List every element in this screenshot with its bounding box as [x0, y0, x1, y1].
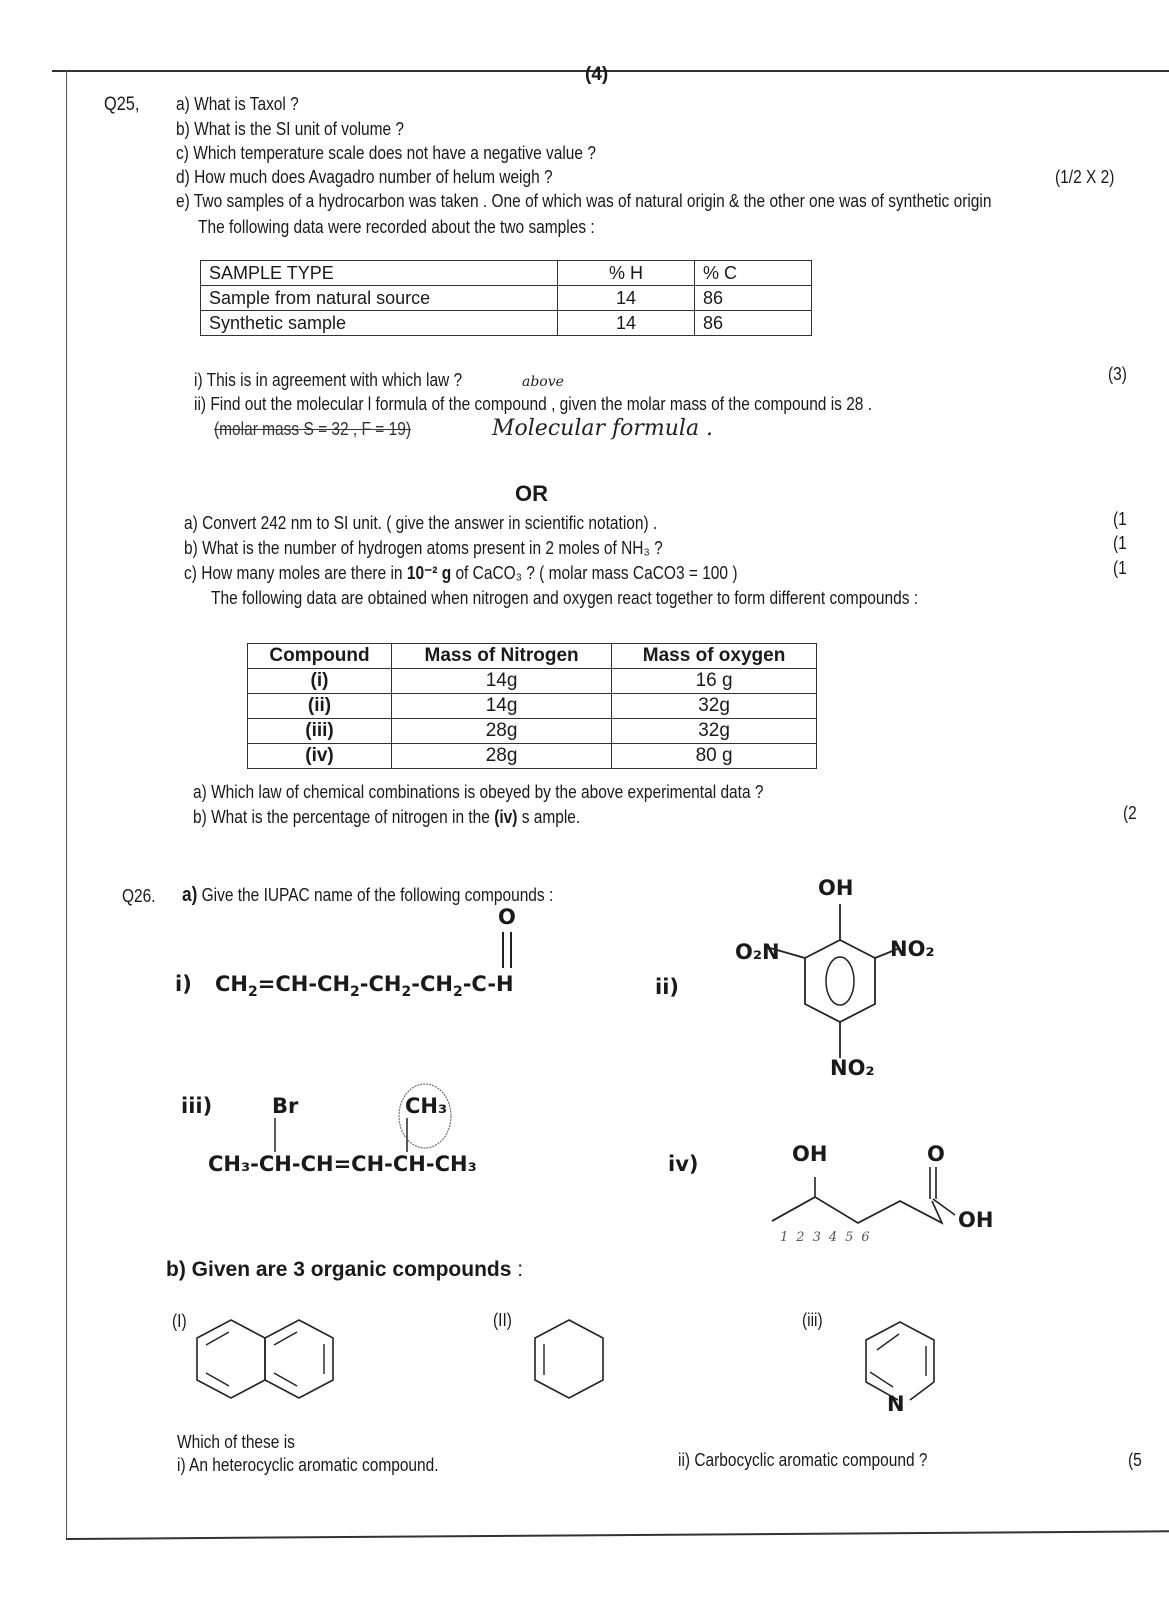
- table-row: [248, 669, 817, 694]
- q26-part-b: [166, 1258, 523, 1282]
- compound-iv-oh: OH: [792, 1142, 828, 1166]
- struck-molar-mass-note: (molar mass S = 32 , F = 19): [214, 419, 412, 439]
- item-marker: c): [176, 143, 189, 163]
- table-cell: Sample from natural source: [201, 286, 558, 311]
- table-cell: 86: [695, 311, 812, 336]
- q26-marks: (5: [1128, 1450, 1142, 1470]
- item-text: What is the number of hydrogen atoms present in 2 moles of NH₃ ?: [202, 538, 663, 558]
- table-cell: 86: [695, 286, 812, 311]
- table-cell: 14g: [392, 694, 612, 719]
- table-cell: (iv): [248, 744, 392, 769]
- q25-label: Q25,: [104, 94, 140, 115]
- carbon-number: 4: [828, 1230, 846, 1245]
- compound-ii-label: ii): [655, 975, 679, 999]
- part-marker: a): [182, 884, 198, 906]
- carbon-number: 6: [861, 1230, 878, 1245]
- formula-sub: 2: [350, 984, 360, 1001]
- or-divider: OR: [515, 481, 548, 506]
- item-text: Two samples of a hydrocarbon was taken . One of which was of natural origin & the other one was of synthetic origin: [193, 191, 992, 211]
- item-marker: e): [176, 191, 190, 211]
- item-marker: a): [184, 513, 198, 533]
- compound-iv-o: O: [927, 1142, 945, 1166]
- table-cell: (ii): [248, 694, 392, 719]
- compound-iii-chain: CH₃-CH-CH=CH-CH-CH₃: [208, 1152, 477, 1176]
- question-carbocyclic: ii) Carbocyclic aromatic compound ?: [678, 1450, 928, 1470]
- table-row: [201, 286, 812, 311]
- table-cell: (i): [248, 669, 392, 694]
- table-cell: 28g: [392, 719, 612, 744]
- formula-part: =CH-CH: [257, 972, 351, 996]
- compound-iv-label: iv): [668, 1152, 699, 1176]
- item-text-bold: 10⁻² g: [406, 563, 452, 583]
- item-marker: a): [176, 94, 190, 114]
- formula-part: -CH: [359, 972, 402, 996]
- question-text: b) What is the percentage of nitrogen in the: [193, 807, 495, 827]
- q25-item-b: [176, 119, 404, 140]
- table-cell: 14g: [392, 669, 612, 694]
- question-text: s ample.: [517, 807, 581, 827]
- carbon-number: 2: [796, 1230, 813, 1245]
- table-header-row: [248, 644, 817, 669]
- alt-question-b: [193, 807, 580, 828]
- nitrogen-oxygen-table: [247, 643, 817, 769]
- table-header-row: [201, 261, 812, 286]
- item-marker: b): [176, 119, 190, 139]
- item-marker: c): [184, 563, 197, 583]
- q26-part-a: [182, 884, 553, 907]
- carbon-number: 3: [812, 1230, 829, 1245]
- compound-ii-no2-bottom: NO₂: [830, 1056, 875, 1080]
- table-header: Mass of Nitrogen: [392, 644, 612, 669]
- page-border-top: [52, 70, 1169, 72]
- part-text: Give the IUPAC name of the following compounds :: [201, 885, 554, 905]
- table-cell: Synthetic sample: [201, 311, 558, 336]
- item-text: of CaCO₃ ? ( molar mass CaCO3 = 100 ): [451, 563, 738, 583]
- structure-label-ii: (II): [493, 1310, 512, 1330]
- item-text: Which temperature scale does not have a negative value ?: [193, 143, 596, 163]
- table-cell: (iii): [248, 719, 392, 744]
- table-header: SAMPLE TYPE: [201, 261, 558, 286]
- table-header: % C: [695, 261, 812, 286]
- item-text: What is Taxol ?: [194, 94, 299, 114]
- q25-item-d: [176, 167, 553, 188]
- table-cell: 16 g: [612, 669, 817, 694]
- table-cell: 14: [558, 286, 695, 311]
- compound-ii-no2-right: NO₂: [890, 937, 935, 961]
- structure-label-iii: (iii): [802, 1310, 823, 1330]
- table-header: Compound: [248, 644, 392, 669]
- compound-i-formula: [215, 972, 514, 1000]
- table-cell: 80 g: [612, 744, 817, 769]
- table-row: [248, 719, 817, 744]
- table-row: [248, 744, 817, 769]
- alt-marks-b: (1: [1113, 533, 1127, 553]
- q25-item-c: [176, 143, 596, 164]
- page-border-bottom: [66, 1530, 1169, 1540]
- part-text: Given are 3 organic compounds: [191, 1258, 512, 1281]
- q25-item-e: [176, 191, 991, 212]
- item-marker: b): [184, 538, 198, 558]
- table-cell: 14: [558, 311, 695, 336]
- q25-intro: The following data were recorded about the two samples :: [198, 217, 595, 237]
- cyclohexene-structure-icon: [535, 1318, 615, 1408]
- alt-item-b: [184, 538, 663, 559]
- item-marker: d): [176, 167, 190, 187]
- alt-item-a: [184, 513, 657, 534]
- item-text: How much does Avagadro number of helum weigh ?: [194, 167, 553, 187]
- compound-iii-label: iii): [181, 1094, 213, 1118]
- item-text: What is the SI unit of volume ?: [194, 119, 405, 139]
- table-row: [248, 694, 817, 719]
- page-border-left: [66, 70, 67, 1540]
- handwritten-carbon-numbers: [780, 1230, 878, 1245]
- table-row: [201, 311, 812, 336]
- alt-marks-c: (1: [1113, 558, 1127, 578]
- formula-part: -C-H: [462, 972, 514, 996]
- question-text-bold: (iv): [494, 807, 518, 827]
- alt-marks-a: (1: [1113, 509, 1127, 529]
- part-colon: :: [517, 1258, 524, 1281]
- structure-label-i: (I): [172, 1311, 187, 1331]
- table-cell: 28g: [392, 744, 612, 769]
- alt-marks: (2: [1123, 803, 1137, 823]
- carbon-number: 5: [845, 1230, 862, 1245]
- table-header: Mass of oxygen: [612, 644, 817, 669]
- which-prompt: Which of these is: [177, 1432, 295, 1452]
- table-cell: 32g: [612, 719, 817, 744]
- handwritten-note-above: above: [522, 374, 564, 390]
- sample-table: [200, 260, 812, 336]
- q26-label: Q26.: [122, 886, 156, 906]
- compound-ii-o2n: O₂N: [735, 940, 780, 964]
- question-heterocyclic: i) An heterocyclic aromatic compound.: [177, 1455, 439, 1475]
- compound-ii-oh: OH: [818, 876, 854, 900]
- benzene-ring-icon: [770, 900, 920, 1060]
- alt-item-c: [184, 563, 737, 584]
- marks-abcd: (1/2 X 2): [1055, 167, 1115, 187]
- naphthalene-structure-icon: [196, 1318, 341, 1408]
- item-text: How many moles are there in: [201, 563, 407, 583]
- formula-sub: 2: [452, 984, 463, 1001]
- marks-e: (3): [1108, 364, 1127, 384]
- q25-sub-ii: ii) Find out the molecular l formula of the compound , given the molar mass of the compound is 28 .: [194, 394, 873, 414]
- alt-question-a: a) Which law of chemical combinations is obeyed by the above experimental data ?: [193, 782, 764, 802]
- pyridine-structure-icon: [866, 1320, 951, 1410]
- formula-sub: 2: [248, 984, 258, 1001]
- formula-sub: 2: [401, 984, 412, 1001]
- compound-i-label: i): [175, 972, 192, 996]
- formula-part: -CH: [411, 972, 453, 996]
- handwritten-molecular-formula: Molecular formula .: [492, 416, 714, 441]
- compound-i-carbonyl-o: O: [498, 905, 516, 929]
- table-header: % H: [558, 261, 695, 286]
- pyridine-n-atom: N: [887, 1392, 905, 1416]
- part-marker: b): [166, 1258, 186, 1281]
- handwritten-circle-icon: [395, 1082, 465, 1152]
- alt-intro: The following data are obtained when nitrogen and oxygen react together to form different compounds :: [211, 588, 919, 608]
- item-text: Convert 242 nm to SI unit. ( give the answer in scientific notation) .: [202, 513, 658, 533]
- compound-iv-oh-end: OH: [958, 1208, 994, 1232]
- compound-iii-br: Br: [272, 1094, 299, 1118]
- q25-sub-i: i) This is in agreement with which law ?: [194, 370, 463, 390]
- double-bond-icon: [498, 930, 518, 970]
- table-cell: 32g: [612, 694, 817, 719]
- q25-item-a: [176, 94, 299, 115]
- compound-iii-ch3: CH₃: [405, 1094, 448, 1118]
- carbon-number: 1: [780, 1230, 797, 1245]
- formula-part: CH: [215, 972, 248, 996]
- page-number: (4): [585, 64, 609, 85]
